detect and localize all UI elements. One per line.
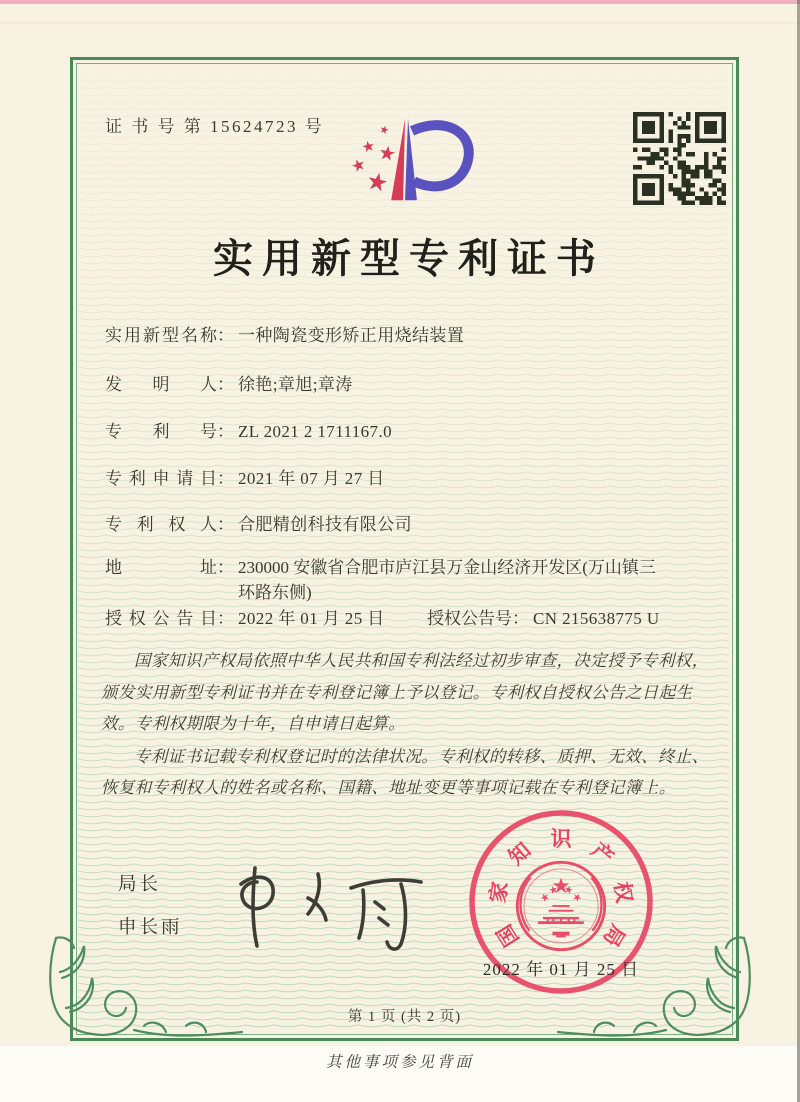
seal-text-char: 识: [550, 827, 572, 851]
register-statement-paragraph: 专利证书记载专利权登记时的法律状况。专利权的转移、质押、无效、终止、恢复和专利权人的姓名或名称、国籍、地址变更等事项记载在专利登记簿上。: [101, 746, 709, 797]
field-value: 230000 安徽省合肥市庐江县万金山经济开发区(万山镇三环路东侧): [238, 558, 656, 602]
commissioner-name: 申长雨: [118, 918, 183, 938]
seal-text-char: 知: [504, 838, 536, 871]
field-inventor: 发明人： 徐艳;章旭;章涛: [105, 372, 716, 397]
corner-flourish-right-icon: [556, 934, 754, 1040]
field-label: 地址: [105, 558, 217, 577]
legal-paragraphs: [101, 645, 715, 805]
certificate-frame: [70, 57, 739, 1041]
field-value: 2022 年 01 月 25 日: [238, 609, 385, 628]
certificate-title: 实用新型专利证书: [213, 236, 605, 281]
field-value: CN 215638775 U: [533, 609, 660, 628]
commissioner-block: [118, 870, 183, 939]
seal-text-char: 国: [491, 920, 524, 951]
field-value: 一种陶瓷变形矫正用烧结装置: [238, 326, 465, 345]
page-number: 第 1 页 (共 2 页): [347, 1009, 462, 1025]
field-label: 授权公告号: [427, 609, 512, 628]
field-filing-date: 专利申请日： 2021 年 07 月 27 日: [105, 466, 716, 491]
certificate-number: 证 书 号 第 15624723 号: [105, 117, 325, 136]
seal-text-char: 产: [586, 838, 618, 871]
scan-line-artifact: [0, 22, 800, 24]
field-label: 授权公告日: [105, 609, 217, 628]
field-patent-number: 专利号： ZL 2021 2 1711167.0: [105, 419, 716, 444]
field-label: 发明人: [105, 375, 217, 394]
seal-text-char: 家: [485, 880, 513, 905]
seal-text-char: 局: [598, 920, 631, 951]
seal-text-char: 权: [609, 880, 637, 905]
field-address: 地址： 230000 安徽省合肥市庐江县万金山经济开发区(万山镇三环路东侧): [105, 555, 716, 605]
field-colon: ：: [217, 326, 234, 345]
field-label: 专利号: [105, 422, 217, 441]
field-value: ZL 2021 2 1711167.0: [238, 422, 392, 441]
field-patentee: 专利权人： 合肥精创科技有限公司: [105, 512, 716, 537]
field-utility-model-name: [105, 323, 716, 348]
cnipa-logo-icon: [339, 116, 479, 220]
commissioner-title: 局长: [118, 875, 162, 895]
grant-statement-paragraph: 国家知识产权局依照中华人民共和国专利法经过初步审查，决定授予专利权，颁发实用新型专利证书并在专利登记簿上予以登记。专利权自授权公告之日起生效。专利权期限为十年，自申请日起算。: [101, 651, 709, 733]
field-label: 实用新型名称: [105, 326, 217, 345]
scan-edge-artifact-top: [0, 0, 800, 4]
field-value: 2021 年 07 月 27 日: [238, 469, 385, 488]
back-note: 其他事项参见背面: [325, 1054, 474, 1071]
seal-date: 2022 年 01 月 25 日: [482, 960, 640, 979]
field-value: 合肥精创科技有限公司: [238, 515, 412, 534]
field-grant-number: 授权公告号： CN 215638775 U: [427, 606, 660, 631]
field-value: 徐艳;章旭;章涛: [238, 375, 353, 394]
field-label: 专利申请日: [105, 469, 217, 488]
field-label: 专利权人: [105, 515, 217, 534]
handwritten-signature-icon: [223, 850, 443, 960]
field-grant-row: 授权公告日： 2022 年 01 月 25 日 授权公告号： CN 215638775 U: [105, 606, 716, 631]
corner-flourish-left-icon: [46, 934, 244, 1040]
qr-code: [633, 112, 726, 205]
